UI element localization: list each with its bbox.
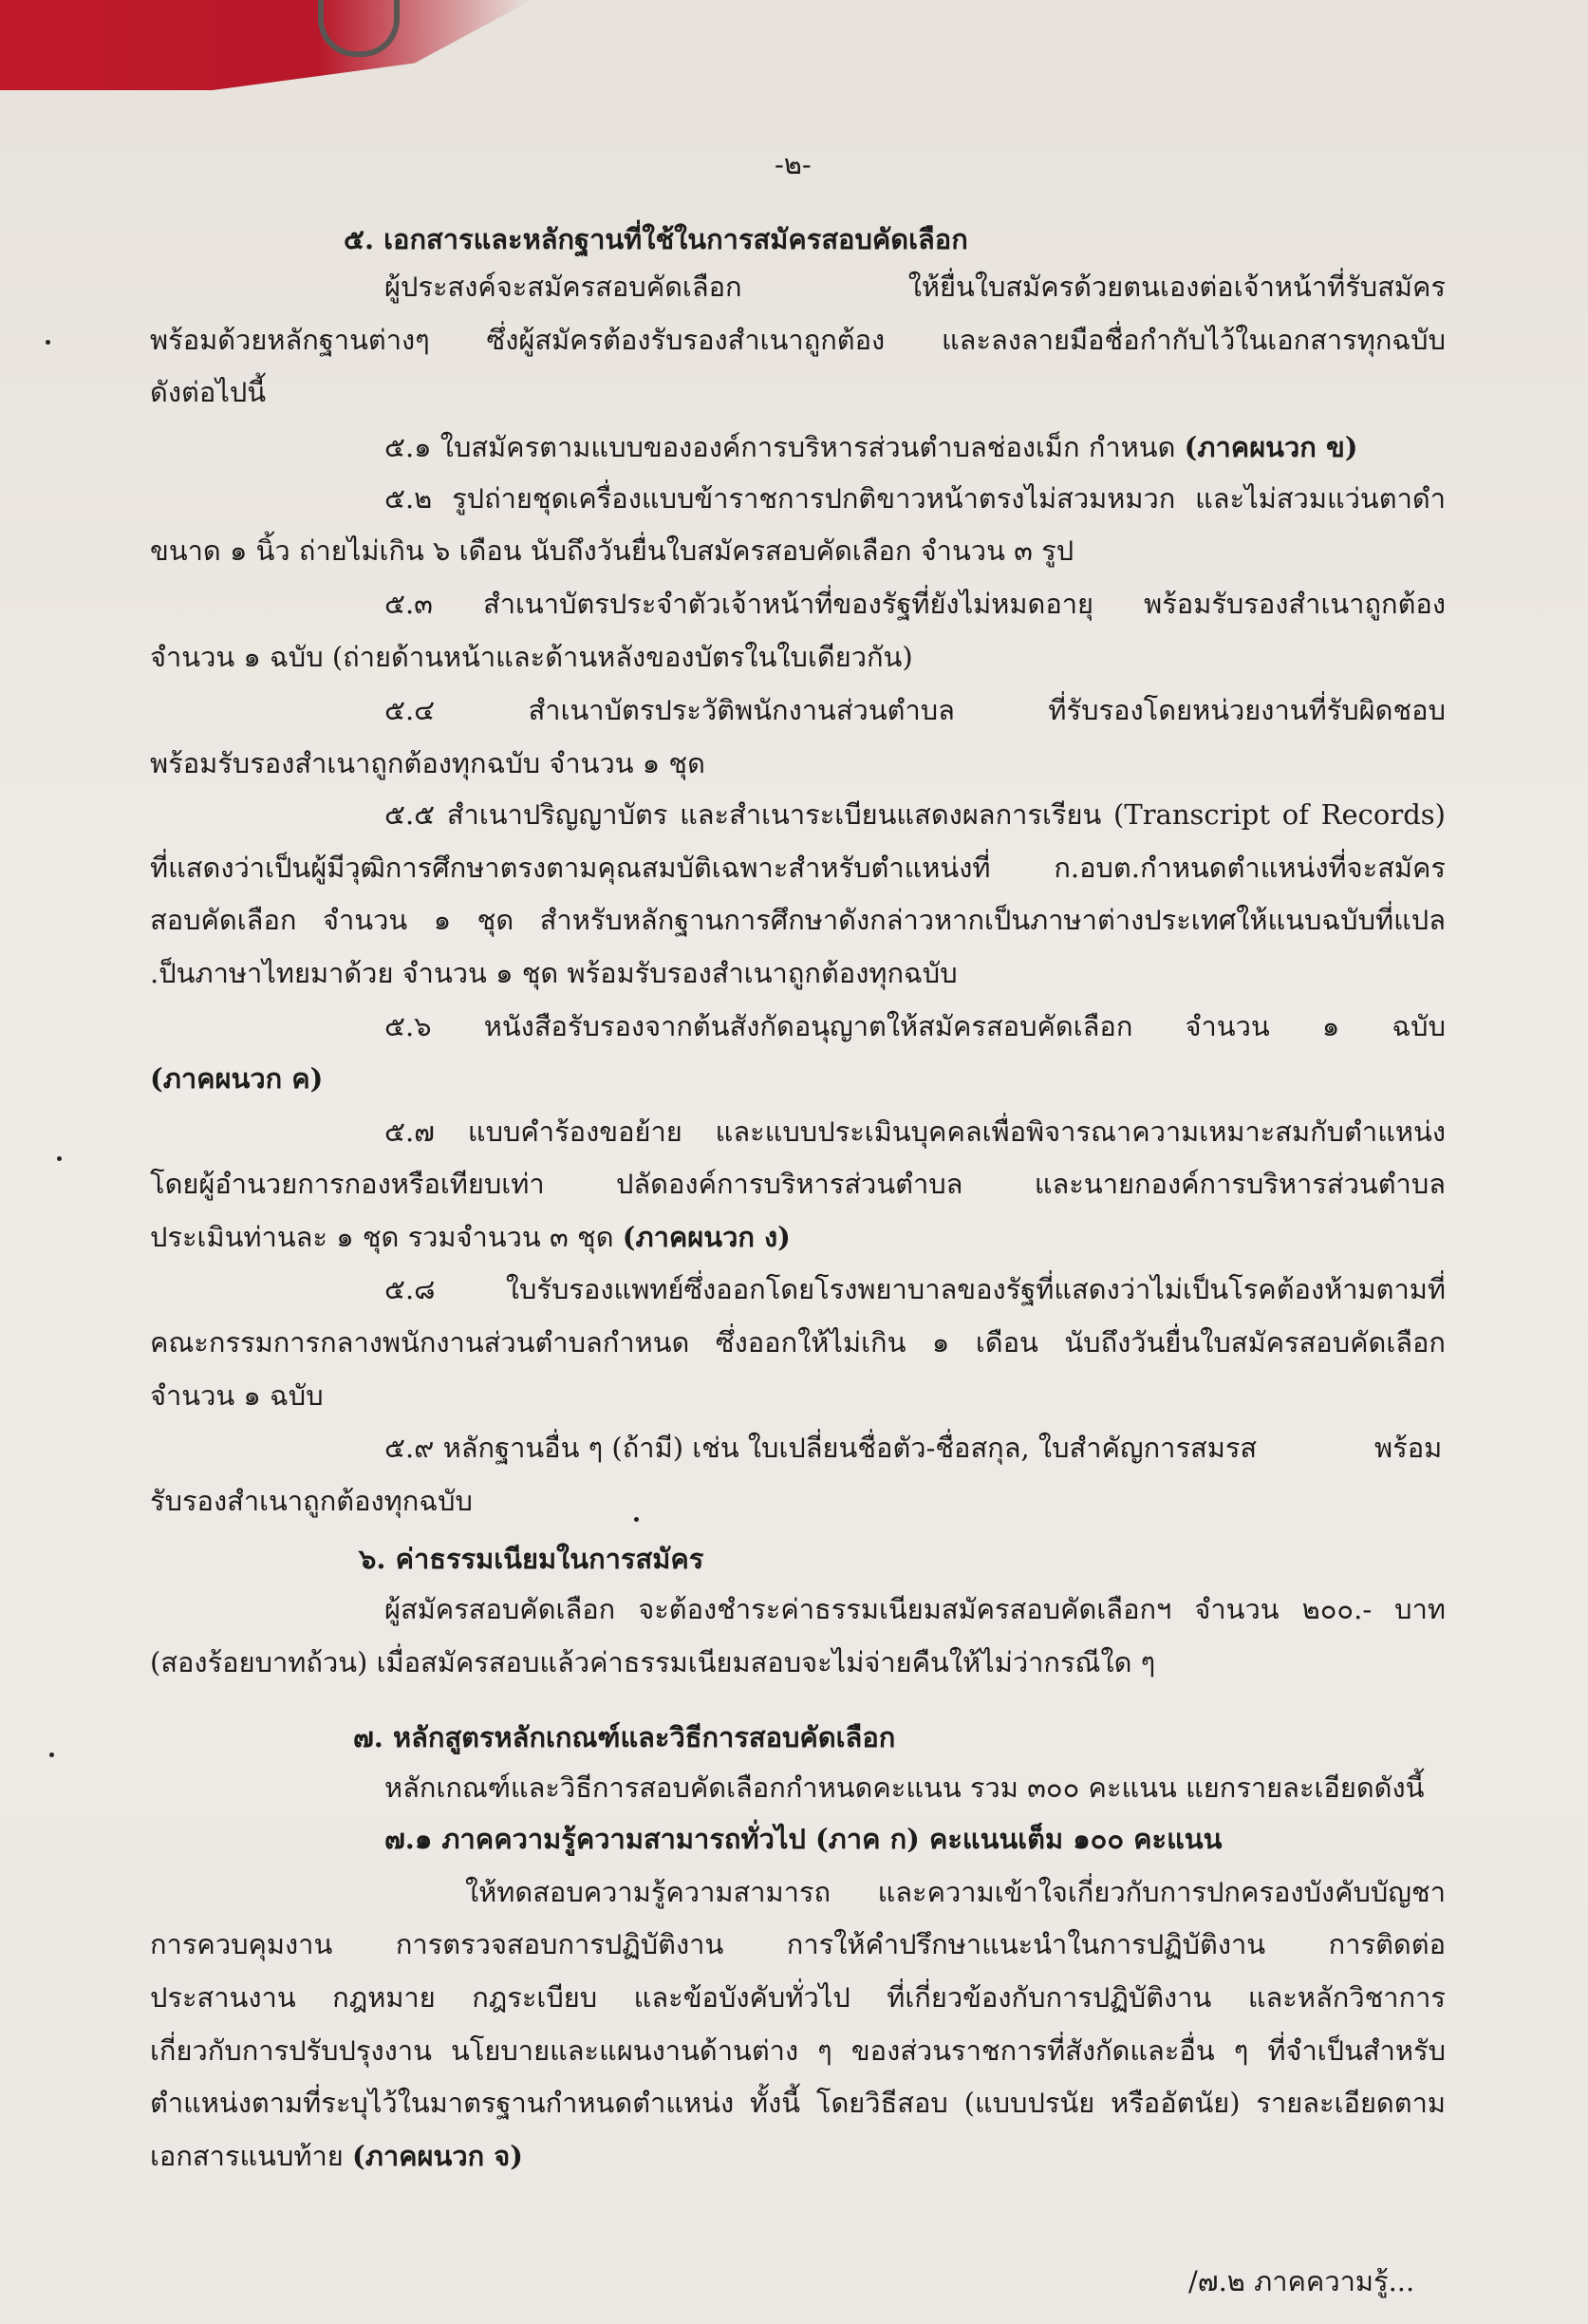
item-5-7-bold: (ภาคผนวก ง) <box>622 1221 791 1253</box>
item-5-8-line-2: คณะกรรมการกลางพนักงานส่วนตำบลกำหนด ซึ่งออกให้ไม่เกิน ๑ เดือน นับถึงวันยื่นใบสมัครสอบคัดเลือก <box>150 1326 1446 1359</box>
s7-1-body-line-3: ประสานงาน กฎหมาย กฎระเบียบ และข้อบังคับทั่วไป ที่เกี่ยวข้องกับการปฏิบัติงาน และหลักวิชาการ <box>150 1981 1446 2014</box>
item-5-8-line-1: ๕.๘ ใบรับรองแพทย์ซึ่งออกโดยโรงพยาบาลของรัฐที่แสดงว่าไม่เป็นโรคต้องห้ามตามที่ <box>384 1273 1446 1305</box>
item-5-7-line-2: โดยผู้อำนวยการกองหรือเทียบเท่า ปลัดองค์การบริหารส่วนตำบล และนายกองค์การบริหารส่วนตำบล <box>150 1168 1446 1200</box>
s7-1-body-line-6 <box>150 2137 523 2175</box>
speck <box>46 340 50 345</box>
item-5-5-line-4: .ป็นภาษาไทยมาด้วย จำนวน ๑ ชุด พร้อมรับรองสำเนาถูกต้องทุกฉบับ <box>150 957 958 989</box>
s5-intro-line-2: พร้อมด้วยหลักฐานต่างๆ ซึ่งผู้สมัครต้องรับรองสำเนาถูกต้อง และลงลายมือชื่อกำกับไว้ในเอกสารทุกฉบับ <box>150 324 1446 356</box>
s5-intro-line-3: ดังต่อไปนี้ <box>150 376 267 408</box>
item-5-4-line-1: ๕.๔ สำเนาบัตรประวัติพนักงานส่วนตำบล ที่รับรองโดยหน่วยงานที่รับผิดชอบ <box>384 694 1446 726</box>
item-5-3-line-1: ๕.๓ สำเนาบัตรประจำตัวเจ้าหน้าที่ของรัฐที่ยังไม่หมดอายุ พร้อมรับรองสำเนาถูกต้อง <box>384 588 1446 620</box>
s7-1-bold: (ภาคผนวก จ) <box>351 2140 523 2172</box>
section-6-heading: ๖. ค่าธรรมเนียมในการสมัคร <box>359 1543 704 1575</box>
speck <box>57 1156 62 1161</box>
item-5-4-line-2: พร้อมรับรองสำเนาถูกต้องทุกฉบับ จำนวน ๑ ชุด <box>150 747 705 779</box>
speck <box>49 1752 54 1757</box>
s5-intro-line-1: ผู้ประสงค์จะสมัครสอบคัดเลือก ให้ยื่นใบสมัครด้วยตนเองต่อเจ้าหน้าที่รับสมัคร <box>384 271 1446 303</box>
item-5-5-line-3: สอบคัดเลือก จำนวน ๑ ชุด สำหรับหลักฐานการศึกษาดังกล่าวหากเป็นภาษาต่างประเทศให้แนบฉบับที่แปล <box>150 904 1446 936</box>
item-5-9-tail: พร้อม <box>1374 1432 1443 1464</box>
s6-line-1: ผู้สมัครสอบคัดเลือก จะต้องชำระค่าธรรมเนียมสมัครสอบคัดเลือกฯ จำนวน ๒๐๐.- บาท <box>384 1593 1446 1625</box>
item-5-7-line-3 <box>150 1218 791 1256</box>
item-5-5-line-2: ที่แสดงว่าเป็นผู้มีวุฒิการศึกษาตรงตามคุณสมบัติเฉพาะสำหรับตำแหน่งที่ ก.อบต.กำหนดตำแหน่งที่จะสมัคร <box>150 852 1446 884</box>
s7-1-body-line-2: การควบคุมงาน การตรวจสอบการปฏิบัติงาน การให้คำปรึกษาแนะนำในการปฏิบัติงาน การติดต่อ <box>150 1928 1446 1960</box>
section-7-heading: ๗. หลักสูตรหลักเกณฑ์และวิธีการสอบคัดเลือก <box>353 1721 896 1753</box>
item-5-2-line-1: ๕.๒ รูปถ่ายชุดเครื่องแบบข้าราชการปกติขาวหน้าตรงไม่สวมหมวก และไม่สวมแว่นตาดำ <box>384 482 1446 515</box>
speck <box>634 1517 639 1522</box>
item-5-1 <box>384 428 1358 466</box>
item-5-1-text: ๕.๑ ใบสมัครตามแบบขององค์การบริหารส่วนตำบลช่องเม็ก กำหนด <box>384 431 1185 463</box>
s6-line-2: (สองร้อยบาทถ้วน) เมื่อสมัครสอบแล้วค่าธรรมเนียมสอบจะไม่จ่ายคืนให้ไม่ว่ากรณีใด ๆ <box>150 1646 1156 1678</box>
page-number: -๒- <box>775 148 812 180</box>
item-5-6-line-1: ๕.๖ หนังสือรับรองจากต้นสังกัดอนุญาตให้สมัครสอบคัดเลือก จำนวน ๑ ฉบับ <box>384 1010 1446 1042</box>
section-5-heading: ๕. เอกสารและหลักฐานที่ใช้ในการสมัครสอบคัดเลือก <box>344 223 968 255</box>
item-5-9-line-1: ๕.๙ หลักฐานอื่น ๆ (ถ้ามี) เช่น ใบเปลี่ยนชื่อตัว-ชื่อสกุล, ใบสำคัญการสมรส <box>384 1432 1258 1464</box>
s7-1-body-line-1: ให้ทดสอบความรู้ความสามารถ และความเข้าใจเกี่ยวกับการปกครองบังคับบัญชา <box>465 1876 1446 1908</box>
continuation-note: /๗.๒ ภาคความรู้... <box>1188 2265 1415 2297</box>
item-5-1-bold: (ภาคผนวก ข) <box>1184 431 1358 463</box>
s7-1-body-line-4: เกี่ยวกับการปรับปรุงงาน นโยบายและแผนงานด้านต่าง ๆ ของส่วนราชการที่สังกัดและอื่น ๆ ที่จำเป็นสำหรับ <box>150 2034 1446 2067</box>
item-5-9-line-2: รับรองสำเนาถูกต้องทุกฉบับ <box>150 1485 473 1517</box>
item-5-8-line-3: จำนวน ๑ ฉบับ <box>150 1379 324 1412</box>
s7-1-heading: ๗.๑ ภาคความรู้ความสามารถทั่วไป (ภาค ก) คะแนนเต็ม ๑๐๐ คะแนน <box>384 1823 1223 1855</box>
item-5-6-line-2: (ภาคผนวก ค) <box>150 1062 324 1095</box>
item-5-3-line-2: จำนวน ๑ ฉบับ (ถ่ายด้านหน้าและด้านหลังของบัตรในใบเดียวกัน) <box>150 641 913 673</box>
item-5-7-line-1: ๕.๗ แบบคำร้องขอย้าย และแบบประเมินบุคคลเพื่อพิจารณาความเหมาะสมกับตำแหน่ง <box>384 1115 1446 1148</box>
s7-intro: หลักเกณฑ์และวิธีการสอบคัดเลือกกำหนดคะแนน รวม ๓๐๐ คะแนน แยกรายละเอียดดังนี้ <box>384 1771 1425 1804</box>
item-5-7-line-3-text: ประเมินท่านละ ๑ ชุด รวมจำนวน ๓ ชุด <box>150 1221 623 1253</box>
item-5-2-line-2: ขนาด ๑ นิ้ว ถ่ายไม่เกิน ๖ เดือน นับถึงวันยื่นใบสมัครสอบคัดเลือก จำนวน ๓ รูป <box>150 534 1074 567</box>
s7-1-body-line-6-text: เอกสารแนบท้าย <box>150 2140 352 2172</box>
item-5-5-line-1: ๕.๕ สำเนาปริญญาบัตร และสำเนาระเบียนแสดงผลการเรียน (Transcript of Records) <box>384 798 1446 831</box>
s7-1-body-line-5: ตำแหน่งตามที่ระบุไว้ในมาตรฐานกำหนดตำแหน่ง ทั้งนี้ โดยวิธีสอบ (แบบปรนัย หรืออัตนัย) รายละเอียดตาม <box>150 2087 1446 2119</box>
